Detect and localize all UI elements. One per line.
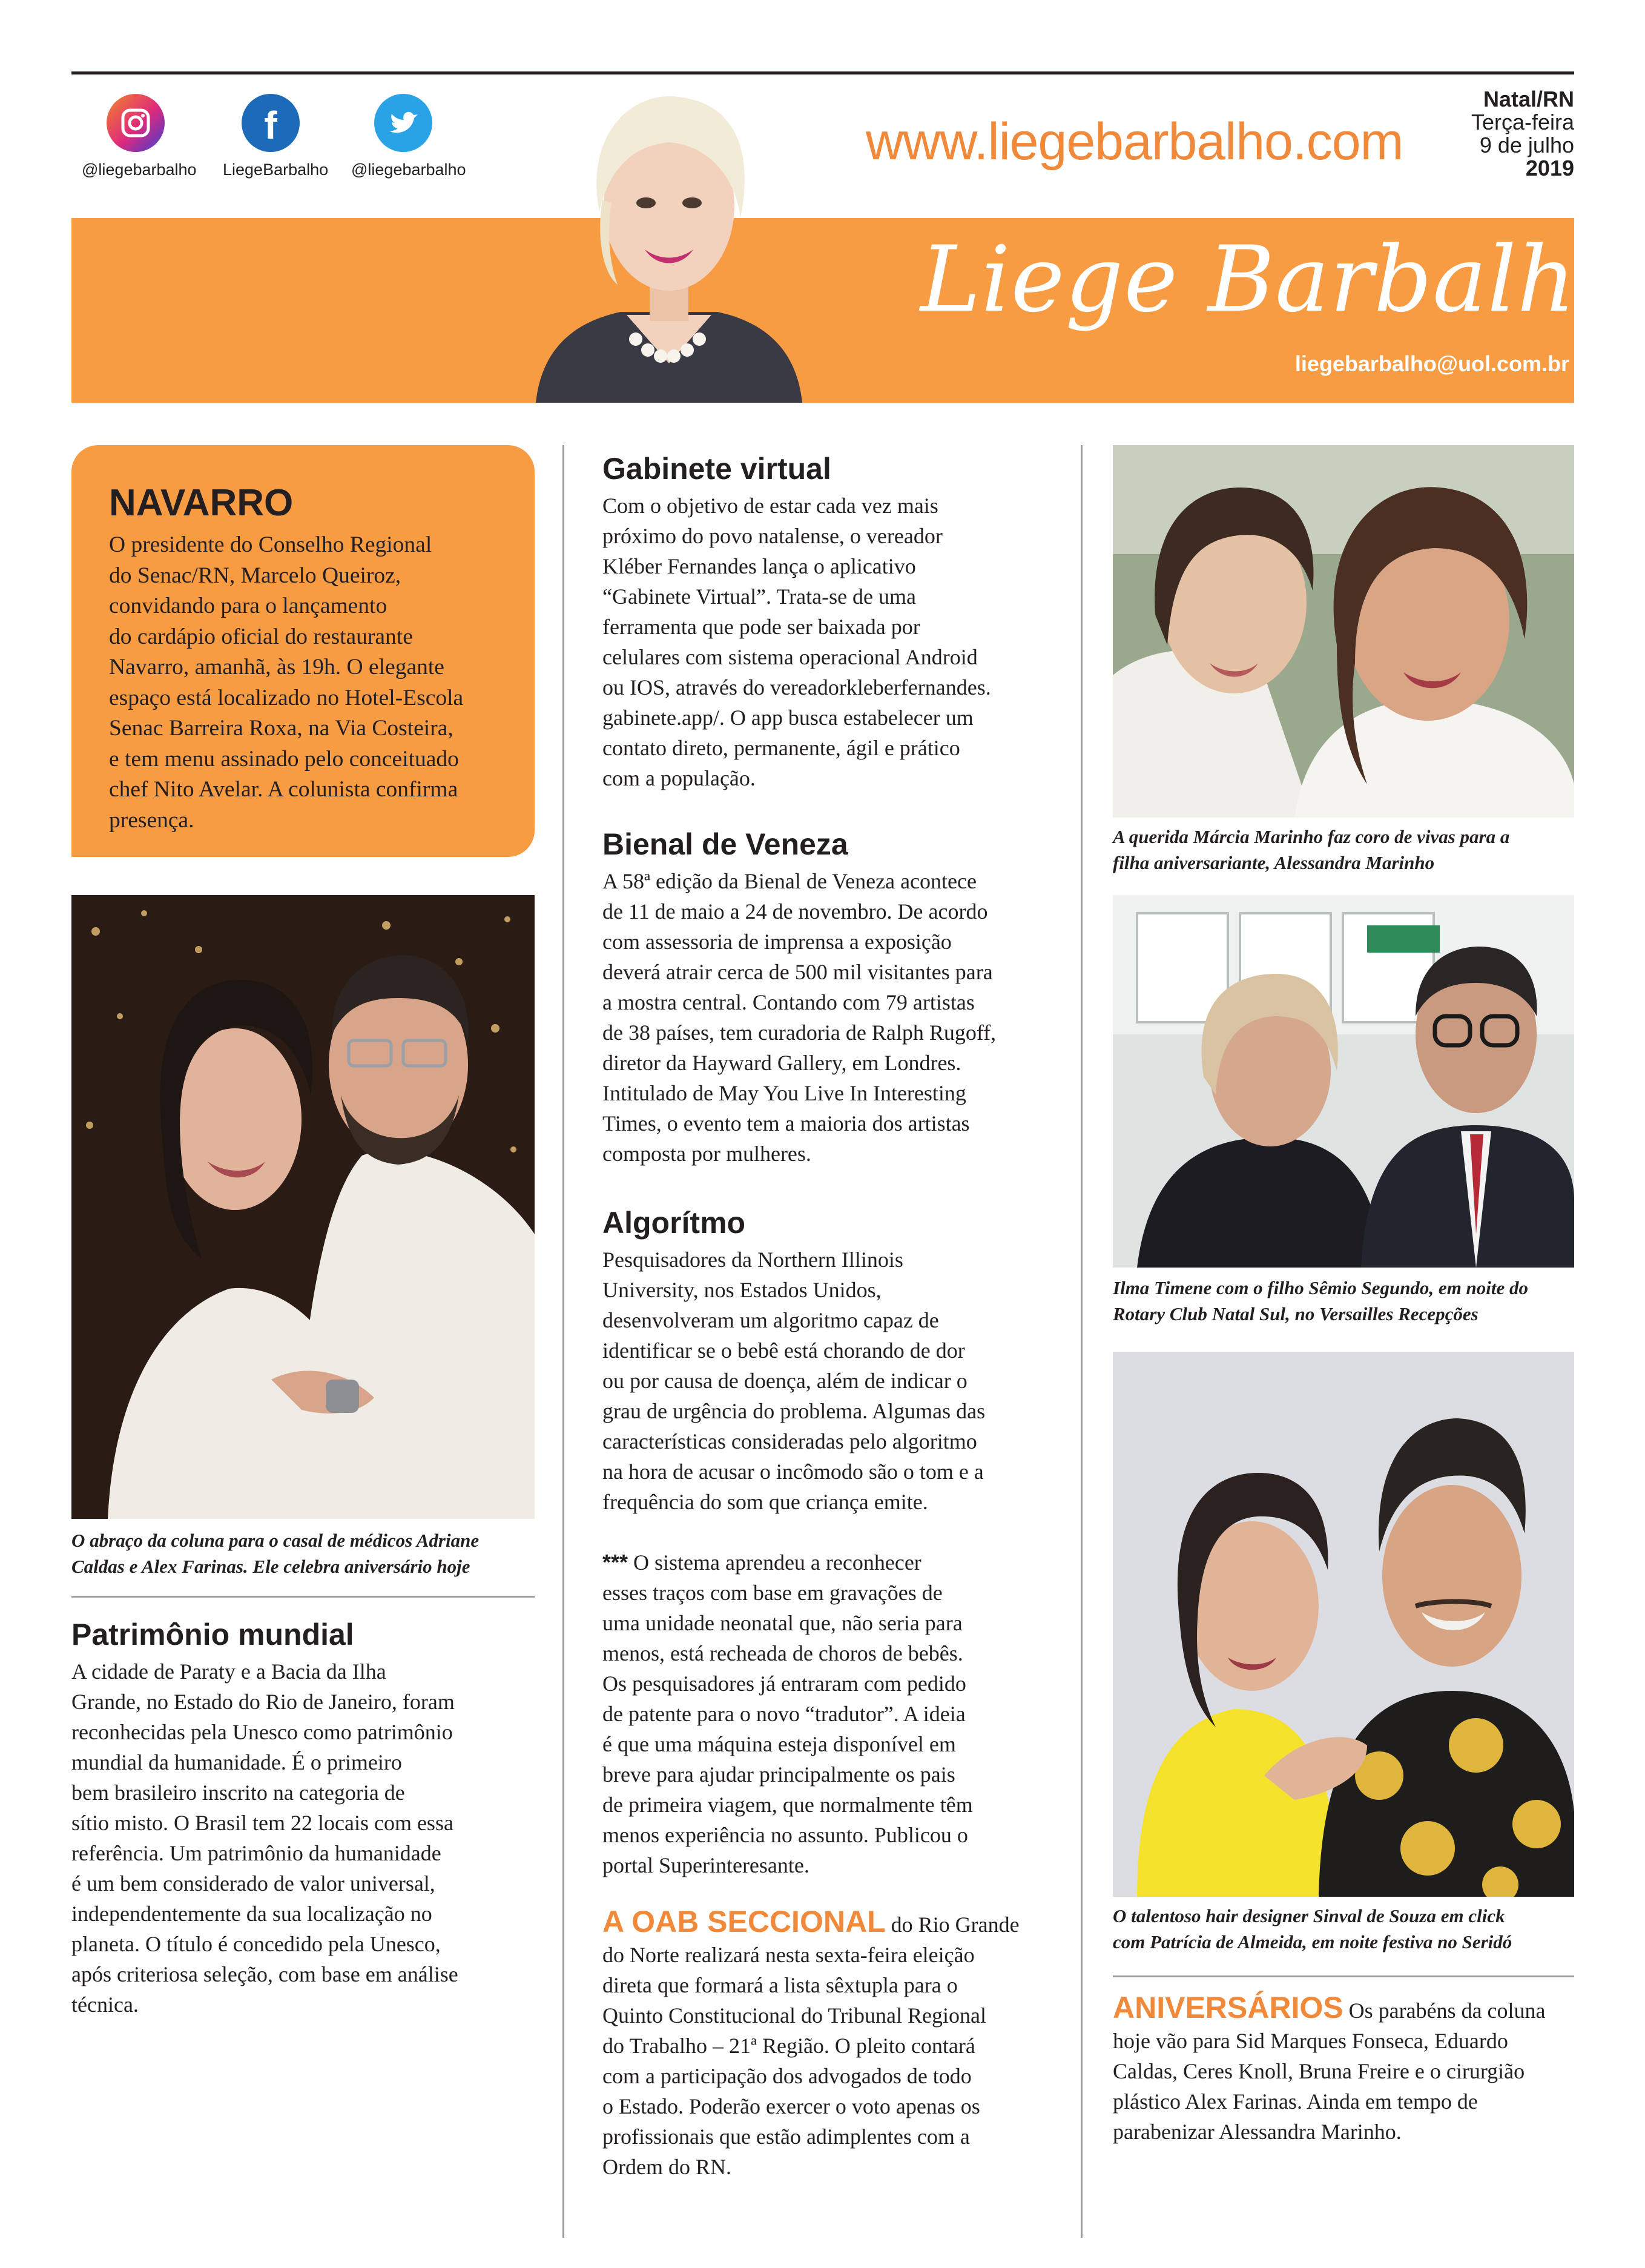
text-line: do Senac/RN, Marcelo Queiroz, bbox=[109, 563, 401, 588]
text-line: referência. Um patrimônio da humanidade bbox=[71, 1841, 441, 1865]
text-line: O presidente do Conselho Regional bbox=[109, 532, 432, 557]
text-line: uma unidade neonatal que, não seria para bbox=[602, 1611, 963, 1635]
edition-date: 9 de julho bbox=[1479, 133, 1574, 157]
caption-line: Ilma Timene com o filho Sêmio Segundo, em noite do bbox=[1113, 1277, 1529, 1298]
text-line: University, nos Estados Unidos, bbox=[602, 1278, 882, 1302]
text-line: planeta. O título é concedido pela Unesco, bbox=[71, 1932, 441, 1956]
patrimonio-text bbox=[71, 1656, 556, 2020]
text-line: após criteriosa seleção, com base em análise bbox=[71, 1962, 458, 1986]
navarro-text bbox=[109, 530, 533, 836]
text-line: Grande, no Estado do Rio de Janeiro, foram bbox=[71, 1690, 455, 1714]
text-line: técnica. bbox=[71, 1992, 139, 2017]
facebook-handle[interactable]: LiegeBarbalho bbox=[223, 160, 329, 179]
text-line: espaço está localizado no Hotel-Escola bbox=[109, 685, 464, 710]
text-line: contato direto, permanente, ágil e prático bbox=[602, 736, 960, 760]
sinval-photo-caption bbox=[1113, 1903, 1585, 1955]
section-divider bbox=[1113, 1975, 1574, 1977]
aniversarios-highlight: ANIVERSÁRIOS bbox=[1113, 1991, 1343, 2025]
text-line: sítio misto. O Brasil tem 22 locais com essa bbox=[71, 1811, 453, 1835]
text-line: do Norte realizará nesta sexta-feira eleição bbox=[602, 1943, 975, 1967]
text-line: Times, o evento tem a maioria dos artistas bbox=[602, 1111, 970, 1136]
text-line: próximo do povo natalense, o vereador bbox=[602, 524, 943, 548]
gabinete-title: Gabinete virtual bbox=[602, 452, 831, 486]
text-line: Os pesquisadores já entraram com pedido bbox=[602, 1671, 966, 1696]
couple-photo-caption bbox=[71, 1527, 544, 1579]
text-line: ou por causa de doença, além de indicar o bbox=[602, 1369, 968, 1393]
oab-highlight: A OAB SECCIONAL bbox=[602, 1905, 886, 1939]
text-line: frequência do som que criança emite. bbox=[602, 1490, 928, 1514]
bienal-text bbox=[602, 866, 1075, 1169]
lead-asterisks: *** bbox=[602, 1550, 628, 1575]
text-line: ou IOS, através do vereadorkleberfernandes. bbox=[602, 675, 991, 699]
text-line: do cardápio oficial do restaurante bbox=[109, 624, 413, 649]
edition-weekday: Terça-feira bbox=[1471, 110, 1574, 134]
text-line: parabenizar Alessandra Marinho. bbox=[1113, 2120, 1402, 2144]
text-line: presença. bbox=[109, 807, 194, 833]
text-line: de 38 países, tem curadoria de Ralph Rugoff, bbox=[602, 1020, 997, 1045]
text-line: hoje vão para Sid Marques Fonseca, Eduardo bbox=[1113, 2029, 1508, 2053]
text-line: do Rio Grande bbox=[885, 1913, 1020, 1937]
twitter-handle[interactable]: @liegebarbalho bbox=[351, 160, 466, 179]
caption-line: Rotary Club Natal Sul, no Versailles Recepções bbox=[1113, 1303, 1479, 1324]
text-line: com a população. bbox=[602, 766, 756, 790]
text-line: bem brasileiro inscrito na categoria de bbox=[71, 1780, 405, 1805]
navarro-title: NAVARRO bbox=[109, 482, 294, 524]
instagram-handle[interactable]: @liegebarbalho bbox=[82, 160, 197, 179]
text-line: Caldas, Ceres Knoll, Bruna Freire e o cirurgião bbox=[1113, 2059, 1525, 2083]
text-line: composta por mulheres. bbox=[602, 1142, 811, 1166]
text-line: identificar se o bebê está chorando de dor bbox=[602, 1338, 965, 1363]
text-line: com assessoria de imprensa a exposição bbox=[602, 930, 952, 954]
text-line: Senac Barreira Roxa, na Via Costeira, bbox=[109, 716, 453, 741]
edition-info bbox=[1471, 88, 1574, 180]
oab-text bbox=[602, 1906, 1075, 2182]
text-line: deverá atrair cerca de 500 mil visitantes para bbox=[602, 960, 993, 984]
text-line: características consideradas pelo algoritmo bbox=[602, 1429, 977, 1453]
text-line: esses traços com base em gravações de bbox=[602, 1581, 943, 1605]
svg-text:f: f bbox=[264, 104, 277, 147]
website-url[interactable]: www.liegebarbalho.com bbox=[866, 113, 1403, 171]
text-line: breve para ajudar principalmente os pais bbox=[602, 1762, 955, 1787]
text-line: de 11 de maio a 24 de novembro. De acordo bbox=[602, 899, 988, 924]
text-line: A cidade de Paraty e a Bacia da Ilha bbox=[71, 1659, 386, 1684]
text-line: o Estado. Poderão exercer o voto apenas os bbox=[602, 2094, 980, 2118]
text-line: A 58ª edição da Bienal de Veneza acontece bbox=[602, 869, 977, 893]
text-line: chef Nito Avelar. A colunista confirma bbox=[109, 777, 458, 802]
text-line: menos, está recheada de choros de bebês. bbox=[602, 1641, 963, 1665]
text-line: a mostra central. Contando com 79 artistas bbox=[602, 990, 975, 1014]
navarro-box bbox=[71, 445, 535, 857]
caption-line: O talentoso hair designer Sinval de Souza em click bbox=[1113, 1905, 1505, 1926]
algoritmo-text bbox=[602, 1245, 1075, 1517]
text-line: diretor da Hayward Gallery, em Londres. bbox=[602, 1051, 961, 1075]
column-divider-left bbox=[562, 445, 564, 2238]
bienal-title: Bienal de Veneza bbox=[602, 827, 848, 861]
text-line: menos experiência no assunto. Publicou o bbox=[602, 1823, 968, 1847]
text-line: Ordem do RN. bbox=[602, 2155, 731, 2179]
text-line: “Gabinete Virtual”. Trata-se de uma bbox=[602, 584, 917, 609]
columnist-name: Liege Barbalho bbox=[920, 227, 1632, 332]
couple-photo bbox=[71, 895, 535, 1519]
text-line: grau de urgência do problema. Algumas das bbox=[602, 1399, 986, 1423]
caption-line: filha aniversariante, Alessandra Marinho bbox=[1113, 852, 1435, 873]
columnist-portrait bbox=[512, 79, 826, 403]
edition-city: Natal/RN bbox=[1483, 87, 1574, 111]
text-line: desenvolveram um algoritmo capaz de bbox=[602, 1308, 939, 1332]
text-line: Com o objetivo de estar cada vez mais bbox=[602, 494, 938, 518]
text-line: convidando para o lançamento bbox=[109, 593, 387, 618]
text-line: Kléber Fernandes lança o aplicativo bbox=[602, 554, 916, 578]
patrimonio-title: Patrimônio mundial bbox=[71, 1618, 354, 1651]
marinho-photo-caption bbox=[1113, 824, 1585, 876]
edition-year: 2019 bbox=[1525, 156, 1574, 180]
gabinete-text bbox=[602, 491, 1075, 793]
aniversarios-text bbox=[1113, 1992, 1597, 2147]
text-line: na hora de acusar o incômodo são o tom e a bbox=[602, 1460, 984, 1484]
sinval-photo bbox=[1113, 1352, 1574, 1897]
text-line: reconhecidas pela Unesco como patrimônio bbox=[71, 1720, 453, 1744]
text-line: Navarro, amanhã, às 19h. O elegante bbox=[109, 655, 444, 679]
text-line: O sistema aprendeu a reconhecer bbox=[633, 1550, 921, 1575]
facebook-icon[interactable] bbox=[242, 94, 300, 152]
caption-line: O abraço da coluna para o casal de médicos Adriane bbox=[71, 1530, 480, 1551]
marinho-photo bbox=[1113, 445, 1574, 818]
instagram-icon[interactable] bbox=[107, 94, 165, 152]
text-line: celulares com sistema operacional Android bbox=[602, 645, 978, 669]
caption-line: com Patrícia de Almeida, em noite festiva no Seridó bbox=[1113, 1931, 1512, 1952]
caption-line: A querida Márcia Marinho faz coro de vivas para a bbox=[1113, 826, 1510, 847]
text-line: Os parabéns da coluna bbox=[1343, 1999, 1546, 2023]
text-line: Quinto Constitucional do Tribunal Regional bbox=[602, 2003, 987, 2028]
text-line: com a participação dos advogados de todo bbox=[602, 2064, 972, 2088]
text-line: Pesquisadores da Northern Illinois bbox=[602, 1248, 903, 1272]
text-line: Intitulado de May You Live In Interesting bbox=[602, 1081, 966, 1105]
columnist-email[interactable]: liegebarbalho@uol.com.br bbox=[1294, 351, 1569, 376]
algoritmo-text-2 bbox=[602, 1547, 1075, 1880]
header-rule bbox=[71, 71, 1574, 74]
text-line: gabinete.app/. O app busca estabelecer um bbox=[602, 706, 974, 730]
algoritmo-title: Algorítmo bbox=[602, 1206, 746, 1240]
text-line: portal Superinteresante. bbox=[602, 1853, 809, 1877]
text-line: mundial da humanidade. É o primeiro bbox=[71, 1750, 402, 1774]
column-divider-right bbox=[1081, 445, 1083, 2238]
twitter-icon[interactable] bbox=[374, 94, 432, 152]
text-line: profissionais que estão adimplentes com a bbox=[602, 2124, 970, 2149]
text-line: e tem menu assinado pelo conceituado bbox=[109, 746, 459, 772]
text-line: independentemente da sua localização no bbox=[71, 1902, 432, 1926]
text-line: plástico Alex Farinas. Ainda em tempo de bbox=[1113, 2089, 1478, 2114]
text-line: de primeira viagem, que normalmente têm bbox=[602, 1793, 973, 1817]
timene-photo bbox=[1113, 895, 1574, 1268]
timene-photo-caption bbox=[1113, 1275, 1585, 1327]
text-line: é um bem considerado de valor universal, bbox=[71, 1871, 435, 1896]
text-line: é que uma máquina esteja disponível em bbox=[602, 1732, 956, 1756]
text-line: ferramenta que pode ser baixada por bbox=[602, 615, 920, 639]
text-line: do Trabalho – 21ª Região. O pleito contará bbox=[602, 2034, 975, 2058]
caption-line: Caldas e Alex Farinas. Ele celebra aniversário hoje bbox=[71, 1556, 470, 1577]
text-line: direta que formará a lista sêxtupla para o bbox=[602, 1973, 958, 1997]
text-line: de patente para o novo “tradutor”. A ideia bbox=[602, 1702, 966, 1726]
section-divider bbox=[71, 1596, 535, 1598]
